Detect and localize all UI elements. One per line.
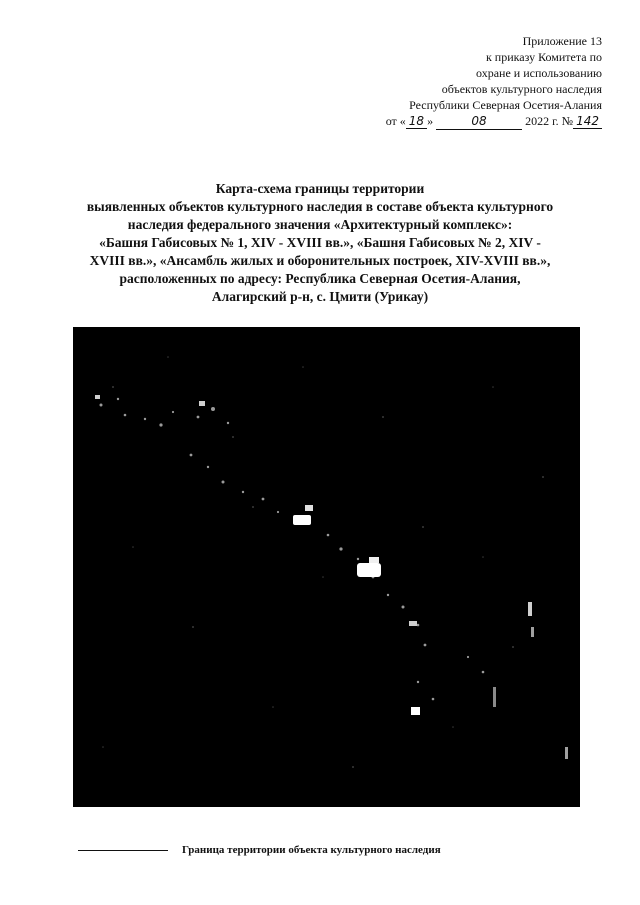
date-mid: »: [427, 114, 434, 128]
header-line-republic: Республики Северная Осетия-Алания: [409, 98, 602, 112]
satellite-map-image: [73, 327, 580, 807]
legend-boundary-line: [78, 850, 168, 851]
handwritten-day: 18: [406, 114, 427, 129]
map-legend: [78, 842, 441, 858]
map-background: [73, 327, 580, 807]
title-line: расположенных по адресу: Республика Северная Осетия-Алания,: [119, 271, 521, 286]
appendix-header: [302, 33, 602, 130]
title-line: Карта-схема границы территории: [215, 181, 425, 196]
map-graphic: [73, 327, 580, 807]
header-line-heritage: объектов культурного наследия: [441, 82, 602, 96]
title-line: «Башня Габисовых № 1, XIV - XVIII вв.», «Башня Габисовых № 2, XIV -: [99, 235, 541, 250]
document-title: [40, 180, 600, 306]
date-year-label: 2022 г. №: [525, 114, 574, 128]
legend-label: Граница территории объекта культурного наследия: [182, 844, 441, 856]
title-line: XVIII вв.», «Ансамбль жилых и оборонительных построек, XIV-XVIII вв.»,: [89, 253, 551, 268]
date-prefix: от «: [385, 114, 406, 128]
title-line: наследия федерального значения «Архитектурный комплекс»:: [127, 217, 513, 232]
header-line-order: к приказу Комитета по: [485, 50, 602, 64]
title-line: выявленных объектов культурного наследия в составе объекта культурного: [86, 199, 554, 214]
header-line-protection: охране и использованию: [476, 66, 602, 80]
title-line: Алагирский р-н, с. Цмити (Урикау): [211, 289, 429, 304]
handwritten-month: 08: [436, 113, 522, 130]
handwritten-order-number: 142: [573, 114, 602, 129]
order-date-line: [302, 113, 602, 130]
header-line-appendix: Приложение 13: [522, 34, 602, 48]
